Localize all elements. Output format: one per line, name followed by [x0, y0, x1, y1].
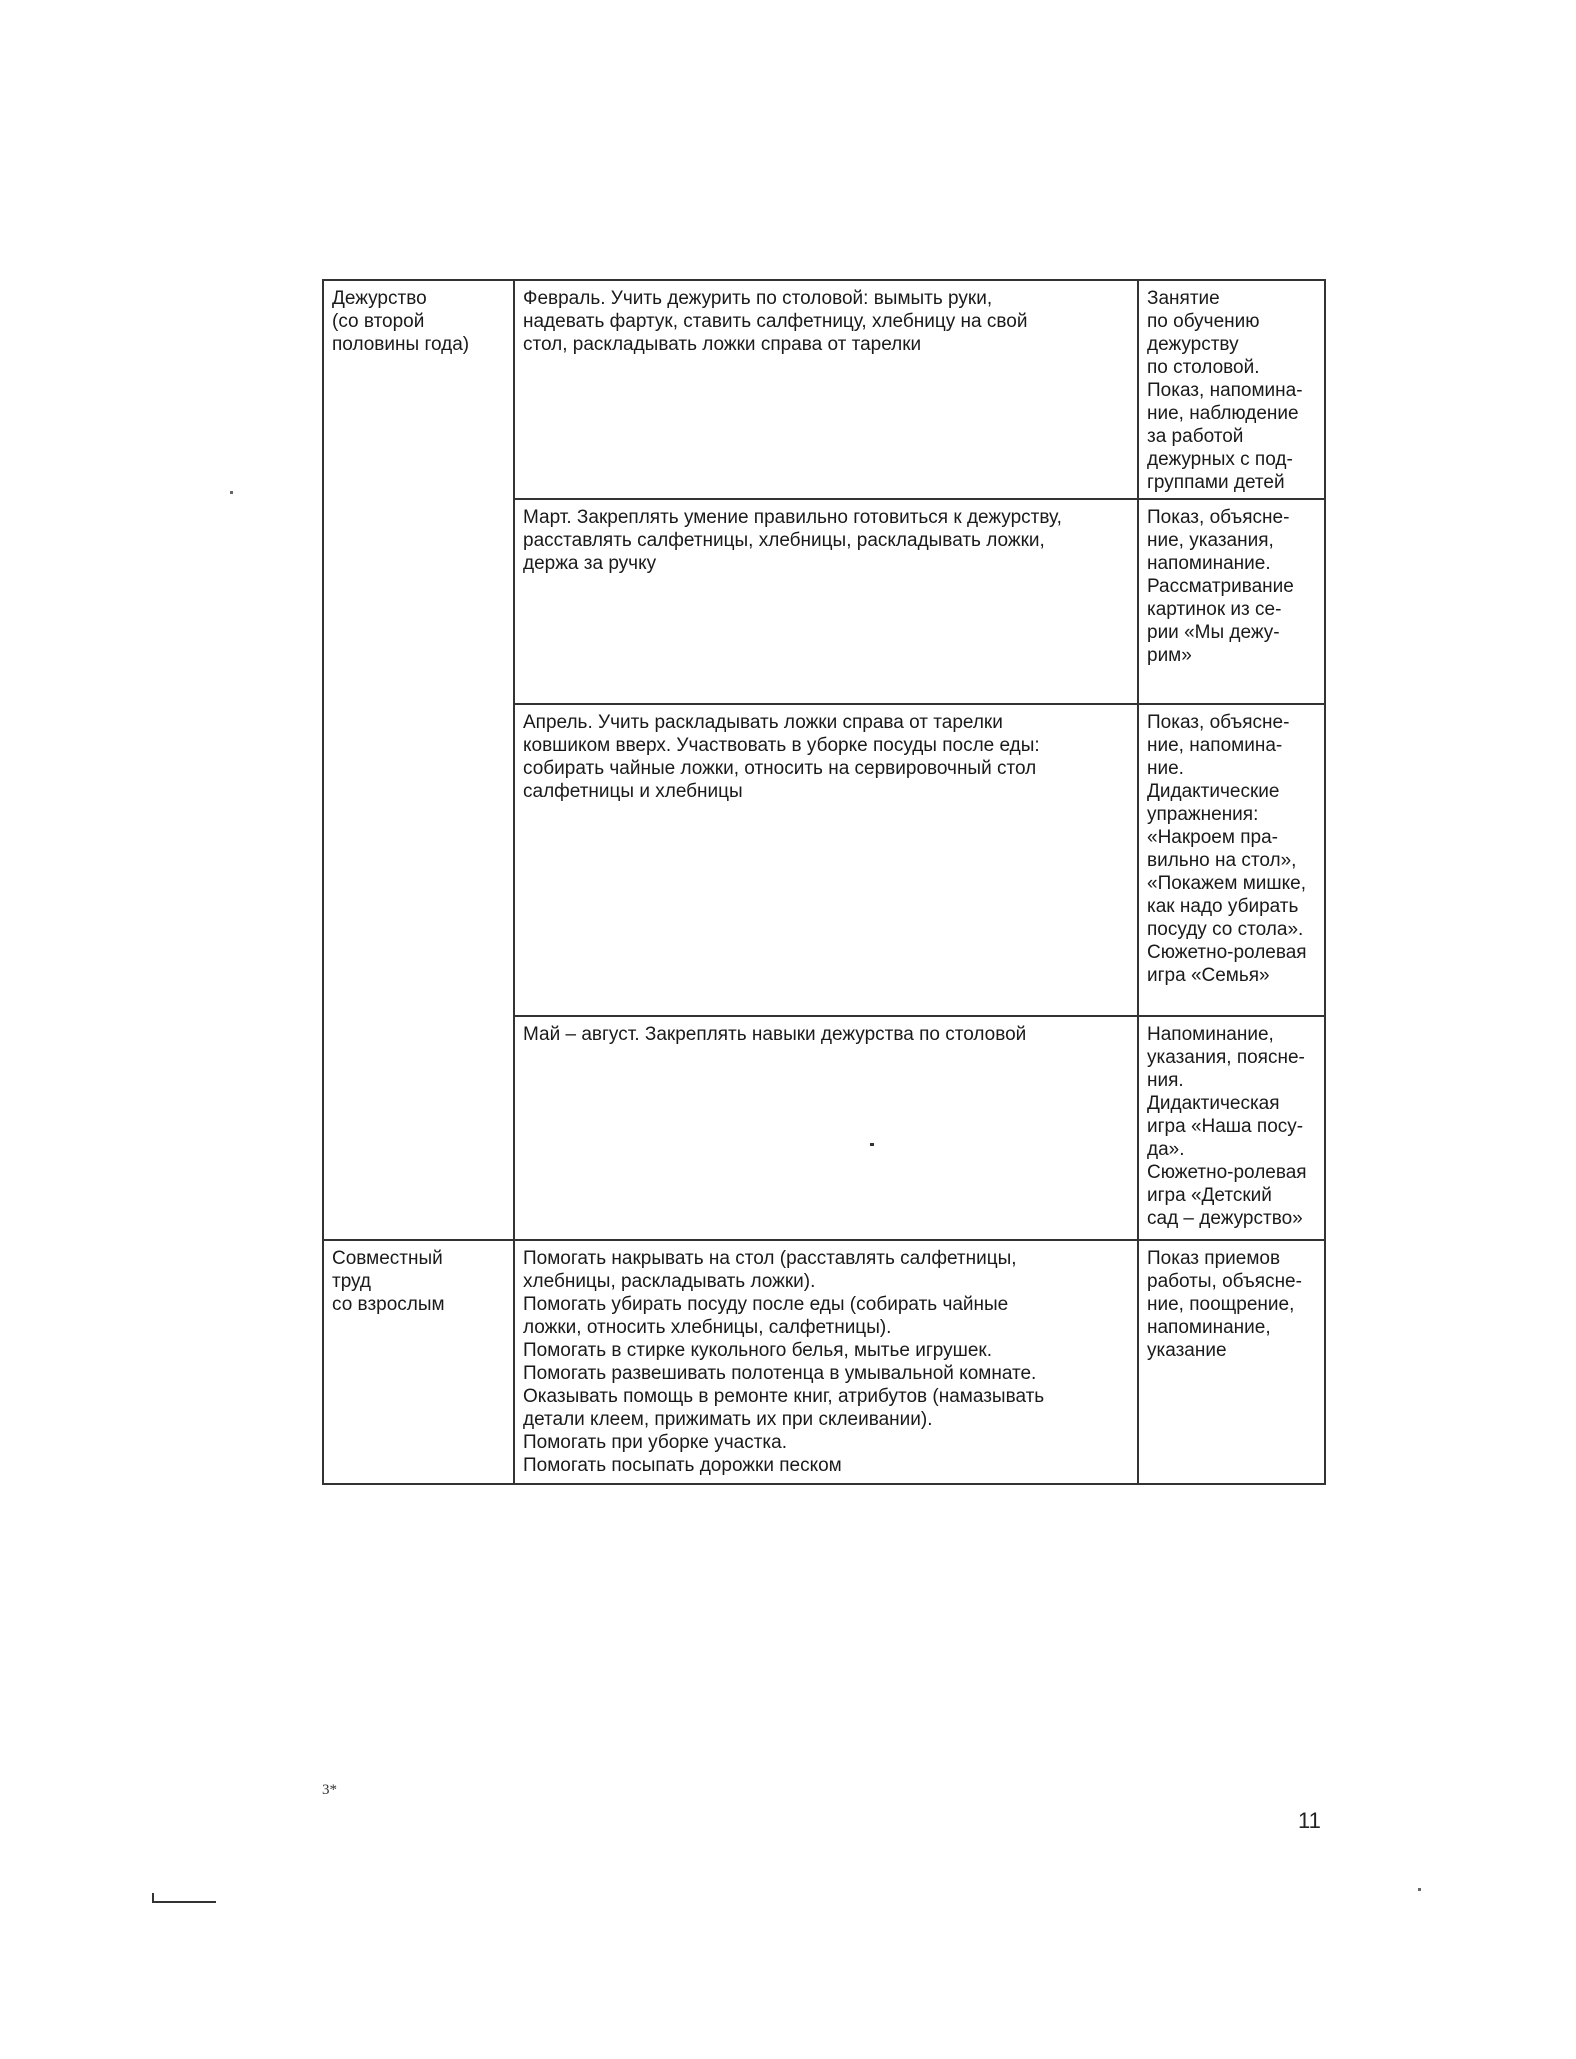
scan-artifact-line	[152, 1901, 216, 1903]
table-row	[323, 1240, 1325, 1484]
category-joint-work-text: Совместный труд со взрослым	[332, 1248, 445, 1315]
content-cell	[514, 1016, 1138, 1240]
content-cell	[514, 280, 1138, 499]
content-february-text: Февраль. Учить дежурить по столовой: вымыть руки, надевать фартук, ставить салфетницу, хлебницу на свой стол, раскладывать ложки справа от тарелки	[523, 288, 1028, 355]
category-cell	[323, 1240, 514, 1484]
scan-artifact-dot	[230, 491, 233, 494]
content-cell	[514, 499, 1138, 704]
category-duty-text: Дежурство (со второй половины года)	[332, 288, 470, 355]
content-april-text: Апрель. Учить раскладывать ложки справа от тарелки ковшиком вверх. Участвовать в уборке посуды после еды: собирать чайные ложки, относить на сервировочный стол салфетницы и хлебницы	[523, 712, 1040, 802]
methods-cell	[1138, 499, 1325, 704]
footnote-mark: 3*	[322, 1782, 337, 1798]
methods-cell	[1138, 1016, 1325, 1240]
page-number: 11	[1298, 1808, 1321, 1833]
work-plan-table	[322, 279, 1326, 1485]
methods-april-text: Показ, объясне- ние, напомина- ние. Дидактические упражнения: «Накроем пра- вильно на стол», «Покажем мишке, как надо убирать посуду со стола». Сюжетно-ролевая игра «Семья»	[1147, 712, 1307, 986]
scan-artifact-line	[152, 1893, 154, 1903]
methods-cell	[1138, 280, 1325, 499]
content-may-august-text: Май – август. Закреплять навыки дежурства по столовой	[523, 1024, 1027, 1045]
scan-artifact-dot	[1418, 1888, 1421, 1891]
content-joint-work-text: Помогать накрывать на стол (расставлять салфетницы, хлебницы, раскладывать ложки). Помогать убирать посуду после еды (собирать чайные ложки, относить хлебницы, салфетницы). Помогать в стирке кукольного белья, мытье игрушек. Помогать развешивать полотенца в умывальной комнате. Оказывать помощь в ремонте книг, атрибутов (намазывать детали клеем, прижимать их при склеивании). Помогать при уборке участка. Помогать посыпать дорожки песком	[523, 1248, 1045, 1476]
table-row	[323, 280, 1325, 499]
category-cell	[323, 280, 514, 1240]
content-cell	[514, 1240, 1138, 1484]
methods-february-text: Занятие по обучению дежурству по столовой. Показ, напомина- ние, наблюдение за работой дежурных с под- группами детей	[1147, 288, 1303, 493]
scan-artifact-dot	[870, 1143, 874, 1146]
content-cell	[514, 704, 1138, 1016]
methods-cell	[1138, 704, 1325, 1016]
methods-cell	[1138, 1240, 1325, 1484]
content-march-text: Март. Закреплять умение правильно готовиться к дежурству, расставлять салфетницы, хлебницы, раскладывать ложки, держа за ручку	[523, 507, 1062, 574]
methods-joint-work-text: Показ приемов работы, объясне- ние, поощрение, напоминание, указание	[1147, 1248, 1302, 1361]
methods-march-text: Показ, объясне- ние, указания, напоминание. Рассматривание картинок из се- рии «Мы дежу- рим»	[1147, 507, 1294, 666]
methods-may-august-text: Напоминание, указания, поясне- ния. Дидактическая игра «Наша посу- да». Сюжетно-ролевая игра «Детский сад – дежурство»	[1147, 1024, 1307, 1229]
